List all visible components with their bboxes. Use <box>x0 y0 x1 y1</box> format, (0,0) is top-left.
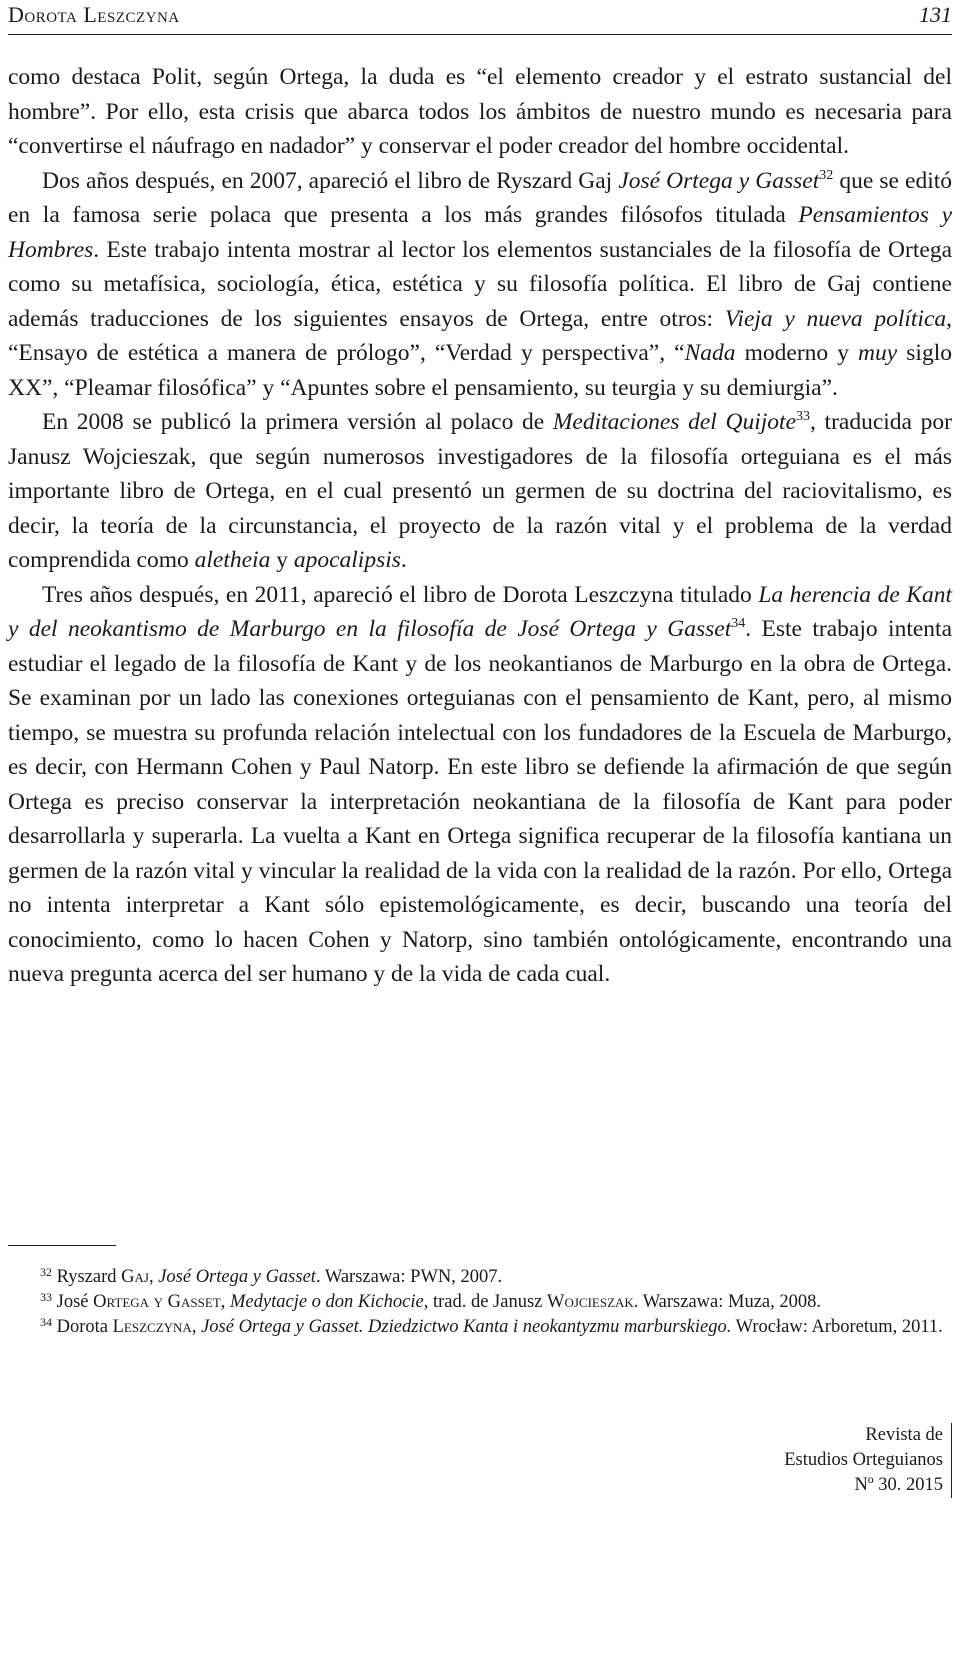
footnote-author-first: Dorota <box>56 1317 113 1337</box>
book-title-meditaciones-del-quijote: Meditaciones del Quijote <box>552 409 796 435</box>
paragraph-4-text-a: Tres años después, en 2011, apareció el libro de Dorota Leszczyna titulado <box>42 581 759 608</box>
paragraph-2-text-d: , “Ensayo de estética a manera de prólogo”, “Verdad y perspectiva”, “ <box>8 305 953 366</box>
paragraph-2-text-e: moderno y <box>735 340 859 366</box>
footnote-translator: Wojcieszak <box>546 1292 634 1312</box>
footnote-ref-34[interactable]: 34 <box>731 616 746 631</box>
footnote-rest-b: . Warszawa: Muza, 2008. <box>633 1292 822 1312</box>
footnote-number: 33 <box>40 1290 52 1304</box>
paragraph-1: como destaca Polit, según Ortega, la duda es “el elemento creador y el estrato sustancial del hombre”. Por ello, esta crisis que abarca todos los ámbitos de nuestro mundo es necesaria para “convertirse el náufrago en nadador” y conservar el poder creador del hombre occidental. <box>8 64 952 159</box>
footnote-separator <box>8 1245 116 1246</box>
paragraph-3-text-c: y <box>270 547 294 573</box>
page-number: 131 <box>919 2 952 27</box>
paragraph-3-text-b: , traducida por Janusz Wojcieszak, que según numerosos investigadores de la filosofía orteguiana es el más importante libro de Ortega, en el cual presentó un germen de su doctrina del raciovitalismo, es decir, la teoría de la circunstancia, el proyecto de la razón vital y el problema de la verdad comprendida como <box>8 409 952 573</box>
footnote-ref-33[interactable]: 33 <box>796 409 810 424</box>
book-title-jose-ortega-y-gasset: José Ortega y Gasset <box>618 167 820 194</box>
running-header <box>8 0 952 35</box>
body-text <box>8 60 952 992</box>
footnote-author-last: Ortega y Gasset <box>93 1292 221 1312</box>
footnote-33 <box>8 1290 952 1315</box>
footnote-32 <box>8 1265 952 1290</box>
footnote-rest: . Warszawa: PWN, 2007. <box>315 1267 503 1287</box>
footnote-title: José Ortega y Gasset. Dziedzictwo Kanta i neokantyzmu marburskiego. <box>201 1317 732 1337</box>
paragraph-2-text-c: . Este trabajo intenta mostrar al lector los elementos sustanciales de la filosofía de Ortega como su metafísica, sociología, ética, estética y su filosofía política. El libro de Gaj contiene además traducciones de los siguientes ensayos de Ortega, entre otros: <box>8 236 952 332</box>
footnote-separator-text: , <box>191 1317 202 1337</box>
book-title-la-herencia-de-kant: La herencia de Kant y del neokantismo de Marburgo en la filosofía de José Ortega y Gasset <box>8 581 952 642</box>
italic-aletheia: aletheia <box>194 547 271 573</box>
footnote-separator-text: , <box>148 1267 159 1287</box>
italic-apocalipsis: apocalipsis <box>293 547 401 573</box>
paragraph-3 <box>8 405 952 578</box>
footnote-ref-32[interactable]: 32 <box>819 167 834 183</box>
essay-title-vieja-y-nueva-politica: Vieja y nueva política <box>724 305 947 332</box>
running-header-author: Dorota Leszczyna <box>8 2 180 27</box>
footnote-number: 32 <box>40 1265 52 1279</box>
journal-issue: Nº 30. 2015 <box>854 1475 943 1495</box>
paragraph-2 <box>8 164 952 406</box>
footnote-author-last: Leszczyna <box>112 1317 192 1337</box>
paragraph-2-text-a: Dos años después, en 2007, apareció el libro de Ryszard Gaj <box>42 167 619 194</box>
italic-nada: Nada <box>684 340 736 366</box>
paragraph-4-text-b: . Este trabajo intenta estudiar el legado de la filosofía de Kant y de los neokantianos de Marburgo en la obra de Ortega. Se examinan por un lado las conexiones orteguianas con el pensamiento de Kant, pero, al mismo tiempo, se muestra su profunda relación intelectual con los fundadores de la Escuela de Marburgo, es decir, con Hermann Cohen y Paul Natorp. En este libro se defiende la afirmación de que según Ortega es preciso conservar la interpretación neokantiana de la filosofía de Kant para poder desarrollarla y superarla. La vuelta a Kant en Ortega significa recuperar de la filosofía kantiana un germen de la razón vital y vincular la realidad de la vida con la realidad de la razón. Por ello, Ortega no intenta interpretar a Kant sólo epistemológicamente, es decir, buscando una teoría del conocimiento, como lo hacen Cohen y Natorp, sino también ontológicamente, encontrando una nueva pregunta acerca del ser humano y de la vida de cada cual. <box>8 616 953 987</box>
paragraph-3-text-a: En 2008 se publicó la primera versión al polaco de <box>42 409 553 435</box>
journal-name-line-2: Estudios Orteguianos <box>784 1450 943 1470</box>
footnote-title: Medytacje o don Kichocie <box>230 1292 424 1312</box>
footnote-number: 34 <box>40 1315 52 1329</box>
paragraph-4 <box>8 578 952 992</box>
journal-name-line-1: Revista de <box>865 1425 943 1445</box>
footnote-title: José Ortega y Gasset <box>158 1267 316 1287</box>
footnote-author-first: José <box>56 1292 94 1312</box>
italic-muy: muy <box>858 340 898 366</box>
footnote-34 <box>8 1315 952 1340</box>
footnote-author-first: Ryszard <box>56 1267 122 1287</box>
footnote-rest: Wrocław: Arboretum, 2011. <box>731 1317 943 1337</box>
footnote-rest-a: , trad. de Janusz <box>423 1292 547 1312</box>
paragraph-2-text-f: siglo XX”, “Pleamar filosófica” y “Apuntes sobre el pensamiento, su teurgia y su demiurgia”. <box>8 340 952 401</box>
journal-footer <box>784 1423 952 1498</box>
paragraph-3-text-d: . <box>400 547 407 573</box>
footnote-separator-text: , <box>220 1292 231 1312</box>
paragraph-2-text-b: que se editó en la famosa serie polaca que presenta a los más grandes filósofos titulada <box>8 167 953 228</box>
series-title-pensamientos-y-hombres: Pensamientos y Hombres <box>8 202 953 263</box>
footnote-author-last: Gaj <box>121 1267 149 1287</box>
footnotes <box>8 1265 952 1340</box>
